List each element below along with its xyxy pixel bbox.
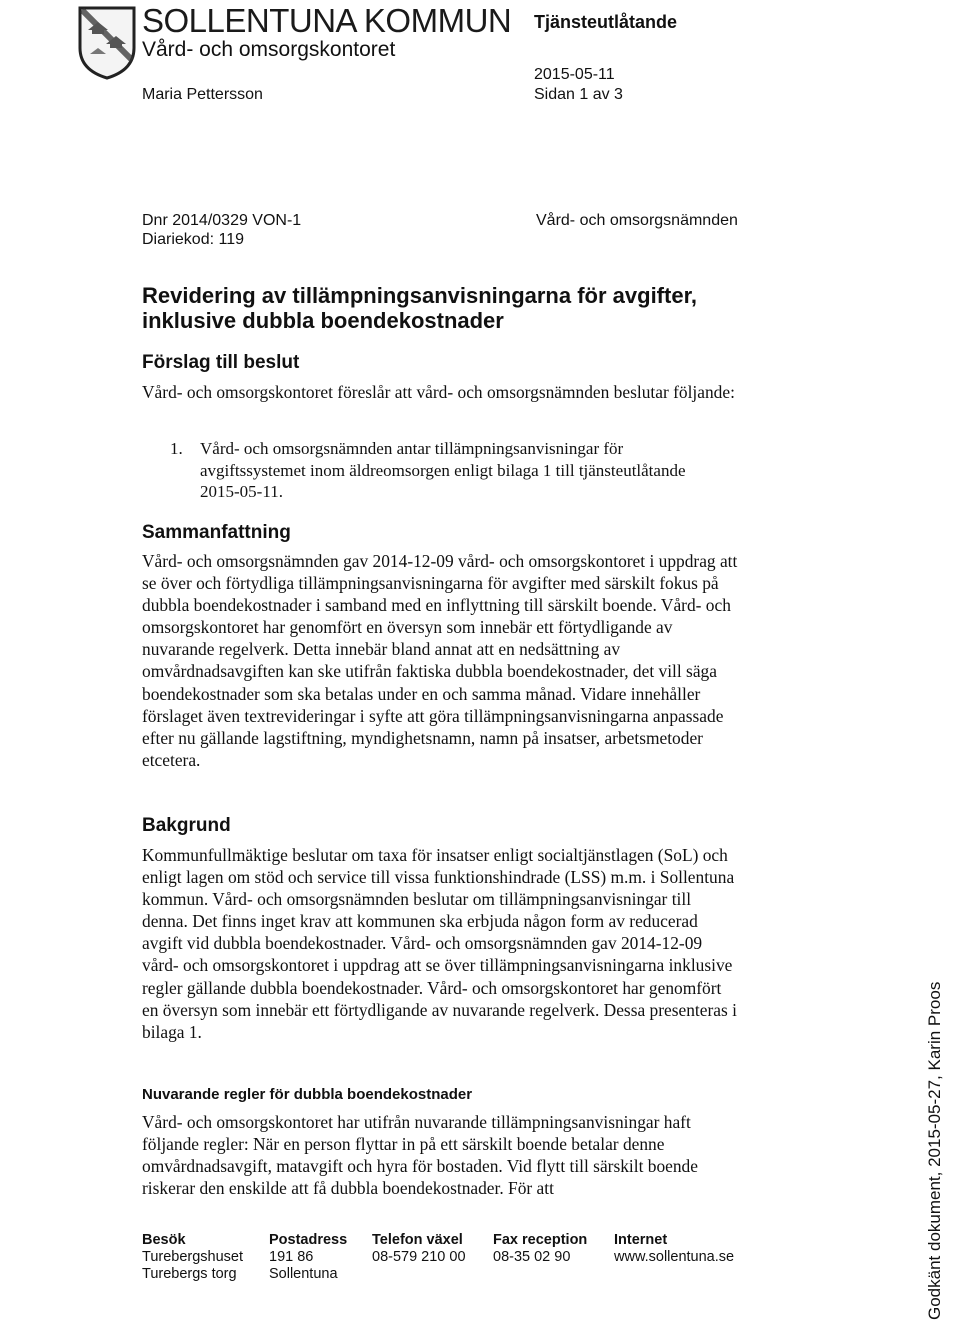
footer-fax-label: Fax reception (493, 1232, 588, 1248)
background-heading: Bakgrund (142, 815, 231, 836)
proposal-intro: Vård- och omsorgskontoret föreslår att vård- och omsorgsnämnden beslutar följande: (142, 382, 735, 402)
footer-phone (372, 1232, 466, 1266)
summary-text: Vård- och omsorgsnämnden gav 2014-12-09 vård- och omsorgskontoret i uppdrag att se över och förtydliga tillämpningsanvisningarna för avgifter med särskilt fokus på dubbla boendekostnader i samband med en inflyttning till särskilt boende. Vård- och omsorgskontoret har genomfört en översyn som innebär ett förtydligande av nuvarande regelverk. Detta innebär bland annat att en nedsättning av omvårdnadsavgiften kan ske utifrån faktiska dubbla boendekostnader, det vill säga boendekostnader som ska betalas under en och samma månad. Vidare innehåller förslaget även textrevideringar i syfte att göra tillämpningsanvisningarna anpassade efter nu gällande lagstiftning, myndighetsnamn, namn på insatser, arbetsmetoder etcetera. (142, 551, 738, 770)
document-title: Revidering av tillämpningsanvisningarna för avgifter, inklusive dubbla boendekostnader (142, 283, 698, 333)
proposal-heading: Förslag till beslut (142, 352, 300, 373)
footer-postal (269, 1232, 347, 1283)
case-number: Dnr 2014/0329 VON-1 (142, 212, 302, 229)
footer-fax-value: 08-35 02 90 (493, 1249, 571, 1265)
approval-stamp: Godkänt dokument, 2015-05-27, Karin Proos (925, 981, 944, 1320)
footer-visit-line1: Turebergshuset (142, 1249, 244, 1265)
municipality-coat-of-arms-logo (76, 4, 138, 80)
footer-postal-line1: 191 86 (269, 1249, 314, 1265)
page-number: Sidan 1 av 3 (534, 86, 623, 103)
footer-visit-line2: Turebergs torg (142, 1266, 237, 1282)
author-name: Maria Pettersson (142, 86, 263, 103)
background-text: Kommunfullmäktige beslutar om taxa för insatser enligt socialtjänstlagen (SoL) och enligt lagen om stöd och service till vissa funktionshindrade (LSS) m.m. i Sollentuna kommun. Vård- och omsorgsnämnden beslutar om tillämpningsanvisningar till denna. Det finns inget krav att kommunen ska erbjuda någon form av reducerad avgift vid dubbla boendekostnader. Vård- och omsorgsnämnden gav 2014-12-09 vård- och omsorgskontoret i uppdrag att se över tillämpningsanvisningarna inklusive regler gällande dubbla boendekostnader. Vård- och omsorgskontoret har genomfört en översyn som innebär ett förtydligande av nuvarande regelverk. Dessa presenteras i bilaga 1. (142, 845, 737, 1042)
recipient: Vård- och omsorgsnämnden (536, 212, 738, 229)
summary-heading: Sammanfattning (142, 522, 291, 543)
footer-visit (142, 1232, 243, 1283)
footer-internet-value: www.sollentuna.se (614, 1249, 735, 1265)
document-date: 2015-05-11 (534, 66, 615, 83)
proposal-item-number: 1. (170, 439, 183, 458)
footer-phone-value: 08-579 210 00 (372, 1249, 466, 1265)
document-type: Tjänsteutlåtande (534, 12, 678, 32)
current-rules-heading: Nuvarande regler för dubbla boendekostnader (142, 1086, 473, 1103)
footer-postal-line2: Sollentuna (269, 1266, 338, 1282)
footer-internet (614, 1232, 734, 1266)
footer-postal-label: Postadress (269, 1232, 348, 1248)
proposal-item-text: Vård- och omsorgsnämnden antar tillämpningsanvisningar för avgiftssystemet inom äldreomsorgen enligt bilaga 1 till tjänsteutlåtande 2015-05-11. (200, 439, 686, 502)
footer-internet-label: Internet (614, 1232, 668, 1248)
footer-visit-label: Besök (142, 1232, 186, 1248)
footer-fax (493, 1232, 587, 1266)
footer-phone-label: Telefon växel (372, 1232, 463, 1248)
diary-code: Diariekod: 119 (142, 231, 244, 248)
current-rules-text: Vård- och omsorgskontoret har utifrån nuvarande tillämpningsanvisningar haft följande regler: När en person flyttar in på ett särskilt boende betalar denne omvårdnadsavgift, matavgift och hyra för bostaden. Vid flytt till särskilt boende riskerar den enskilde att få dubbla boendekostnader. För att (142, 1112, 698, 1199)
office-name: Vård- och omsorgskontoret (142, 38, 396, 61)
organization-name: SOLLENTUNA KOMMUN (142, 2, 512, 39)
